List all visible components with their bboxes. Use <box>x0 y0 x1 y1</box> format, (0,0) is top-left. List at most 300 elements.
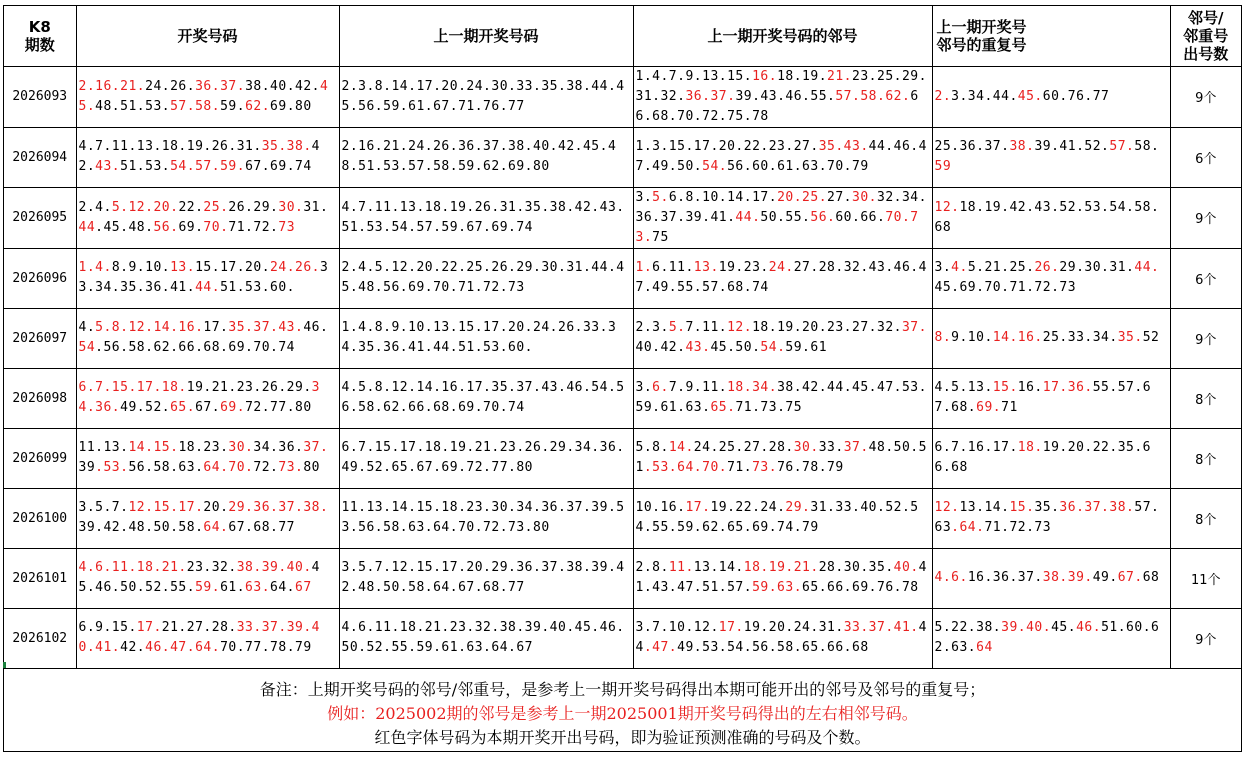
table-row <box>4 127 1241 187</box>
number-segment: 59.61 <box>785 340 828 355</box>
hit-number-segment: 69. <box>976 400 1002 415</box>
number-segment: 49.53.54.56.58.65.66.68 <box>677 640 869 655</box>
number-segment: 38.40.42. <box>245 78 321 94</box>
hit-count-cell: 6个 <box>1170 127 1241 187</box>
hit-number-segment: 34.36. <box>78 380 320 415</box>
issue-number-cell: 2026097 <box>4 308 76 368</box>
table-row <box>4 428 1241 488</box>
neighbor-numbers-cell <box>633 368 932 428</box>
number-segment: 9.10. <box>951 330 993 345</box>
number-segment: 6.9.15. <box>78 620 137 635</box>
number-segment: 50.55. <box>760 209 811 225</box>
number-segment: 71 <box>1001 400 1018 415</box>
number-segment: 27.28.32.43.46.47.49.55.57.68.74 <box>635 260 927 295</box>
number-segment: 2.3.8.14.17.20.24.30.33.35.38.44.45.56.59.61.67.71.76.77 <box>341 78 625 114</box>
number-segment: 4.5.8.12.14.16.17.35.37.43.46.54.56.58.62.66.68.69.70.74 <box>341 380 625 415</box>
number-segment: 35. <box>1034 500 1060 515</box>
header-issue <box>4 6 76 66</box>
hit-number-segment: 67 <box>295 580 312 595</box>
number-segment: 45. <box>1051 620 1077 635</box>
hit-number-segment: 14.15. <box>128 440 179 455</box>
neighbor-numbers-cell <box>633 488 932 548</box>
number-segment: 33. <box>818 440 844 455</box>
hit-number-segment: 44. <box>1134 260 1160 275</box>
hit-number-segment: 65. <box>710 400 736 415</box>
hit-number-segment: 38. <box>1009 139 1035 154</box>
hit-number-segment: 46.47.64. <box>145 640 221 655</box>
number-segment: 55.57.67.68. <box>934 380 1152 415</box>
hit-number-segment: 38.39. <box>1042 570 1093 585</box>
hit-number-segment: 18. <box>1017 440 1043 455</box>
hit-number-segment: 56. <box>153 219 179 235</box>
number-segment: 2.4.5.12.20.22.25.26.29.30.31.44.45.48.56.69.70.71.72.73 <box>341 260 625 295</box>
notes-panel <box>4 668 1241 752</box>
draw-numbers-cell <box>76 248 339 308</box>
hit-number-segment: 40. <box>893 560 919 575</box>
number-segment: 20. <box>203 500 229 515</box>
issue-number-cell: 2026095 <box>4 187 76 248</box>
number-segment: 67.69.74 <box>245 159 312 174</box>
hit-number-segment: 38.39.40. <box>236 560 312 575</box>
draw-numbers-cell <box>76 187 339 248</box>
number-segment: 39.42.48.50.58. <box>78 520 204 535</box>
hit-number-segment: 4.6.11.18.21. <box>78 560 187 575</box>
hit-number-segment: 73. <box>278 460 304 475</box>
number-segment: 65.66.69.76.78 <box>802 580 919 595</box>
hit-count-cell: 6个 <box>1170 248 1241 308</box>
hit-number-segment: 57.58.62. <box>835 88 911 104</box>
hit-number-segment: 36.37. <box>685 88 736 104</box>
hit-number-segment: 62. <box>245 98 271 114</box>
number-segment: 25.36.37. <box>934 139 1010 154</box>
number-segment: 60.66. <box>835 209 886 225</box>
issue-number-cell: 2026099 <box>4 428 76 488</box>
table-row <box>4 248 1241 308</box>
number-segment: 11.13. <box>78 440 129 455</box>
prev-numbers-cell <box>339 368 633 428</box>
hit-number-segment: 37. <box>901 320 927 335</box>
hit-number-segment: .64. <box>951 520 985 535</box>
neighbor-numbers-cell <box>633 548 932 608</box>
hit-number-segment: 2. <box>934 88 952 104</box>
number-segment: 10.16. <box>635 500 686 515</box>
number-segment: 22. <box>178 199 204 215</box>
number-segment: 41.43.47.51.57. <box>635 560 927 595</box>
table-row <box>4 187 1241 248</box>
number-segment: 23.25.29.31.32. <box>635 68 927 104</box>
header-repeats <box>932 6 1170 66</box>
hit-number-segment: 17. <box>685 500 711 515</box>
number-segment: 4. <box>78 320 96 335</box>
repeat-numbers-cell <box>932 428 1170 488</box>
prev-numbers-cell <box>339 428 633 488</box>
number-segment: 70.77.78.79 <box>220 640 312 655</box>
number-segment: 71.72.73 <box>984 520 1052 535</box>
table-row <box>4 66 1241 127</box>
hit-number-segment: 29.36.37.38. <box>228 500 329 515</box>
hit-number-segment: 59. <box>195 580 221 595</box>
number-segment: 67.68.77 <box>228 520 296 535</box>
draw-numbers-cell <box>76 488 339 548</box>
number-segment: 5.22.38. <box>934 620 1002 635</box>
hit-number-segment: 4. <box>951 260 968 275</box>
hit-number-segment: 54 <box>78 340 96 355</box>
hit-number-segment: 6. <box>652 380 669 395</box>
draw-numbers-cell <box>76 608 339 668</box>
number-segment: 49. <box>1092 570 1118 585</box>
issue-number-cell: 2026098 <box>4 368 76 428</box>
neighbor-numbers-cell <box>633 248 932 308</box>
hit-number-segment: 35.38. <box>261 139 312 154</box>
hit-number-segment: 13. <box>170 260 196 275</box>
number-segment: 44 <box>635 620 927 655</box>
number-segment: 51.53. <box>120 159 171 174</box>
number-segment: 39.43.46.55. <box>735 88 836 104</box>
number-segment: 69. <box>178 219 204 235</box>
number-segment: 66.68.70.72.75.78 <box>635 88 919 124</box>
number-segment: 4.6.11.18.21.23.32.38.39.40.45.46.50.52.55.59.61.63.64.67 <box>341 620 625 655</box>
number-segment: 31. <box>303 199 329 215</box>
number-segment: 51.53.60. <box>220 280 296 295</box>
number-segment: 24.25.27.28. <box>693 440 794 455</box>
number-segment: 4.5.13. <box>934 380 993 395</box>
hit-number-segment: 15. <box>992 380 1018 395</box>
number-segment: 45.50. <box>710 340 761 355</box>
note-line-1: 备注：上期开奖号码的邻号/邻重号，是参考上一期开奖号码得出本期可能开出的邻号及邻号的重复号； <box>259 680 986 699</box>
number-segment: 18.19.20.23.27.32. <box>752 320 902 335</box>
hit-number-segment: 70. <box>203 219 229 235</box>
hit-number-segment: 73. <box>752 460 778 475</box>
hit-number-segment: 64.70. <box>203 460 254 475</box>
number-segment: 13.14. <box>959 500 1010 515</box>
hit-count-cell: 8个 <box>1170 428 1241 488</box>
hit-number-segment: 17.36. <box>1042 380 1093 395</box>
hit-number-segment: 44. <box>195 280 221 295</box>
hit-number-segment: 63. <box>245 580 271 595</box>
number-segment: 7.11. <box>685 320 728 335</box>
hit-number-segment: 64. <box>203 520 229 535</box>
repeat-numbers-cell <box>932 548 1170 608</box>
hit-number-segment: 65. <box>170 400 196 415</box>
number-segment: 19.20.24.31. <box>743 620 844 635</box>
number-segment: 72.77.80 <box>245 400 312 415</box>
hit-number-segment: 24. <box>768 260 794 275</box>
draw-numbers-cell <box>76 428 339 488</box>
hit-number-segment: 30. <box>852 189 877 205</box>
number-segment: 3.5.7.12.15.17.20.29.36.37.38.39.42.48.50.58.64.67.68.77 <box>341 560 625 595</box>
hit-number-segment: 16. <box>752 68 778 84</box>
number-segment: 45.46.50.52.55. <box>78 560 320 595</box>
issue-number-cell: 2026100 <box>4 488 76 548</box>
number-segment: 72. <box>253 460 279 475</box>
number-segment: 32.34.36.37.39.41. <box>635 189 927 225</box>
number-segment: 3. <box>635 380 653 395</box>
number-segment: 34.36. <box>253 440 304 455</box>
number-segment: 6.8.10.14.17. <box>668 189 778 205</box>
number-segment: 76.78.79 <box>777 460 844 475</box>
hit-number-segment: 12. <box>934 500 960 515</box>
hit-number-segment: .47. <box>643 640 678 655</box>
table-row <box>4 368 1241 428</box>
number-segment: 58. <box>1134 139 1160 154</box>
sheet-corner-marker <box>3 662 6 668</box>
hit-number-segment: 44. <box>735 209 761 225</box>
hit-count-cell: 9个 <box>1170 187 1241 248</box>
header-count <box>1170 6 1241 66</box>
hit-number-segment: .53.64.70. <box>643 460 728 475</box>
hit-number-segment: 59 <box>934 159 952 174</box>
hit-number-segment: 44 <box>78 219 96 235</box>
hit-number-segment: 2.16.21. <box>78 78 146 94</box>
number-segment: 39 <box>78 460 96 475</box>
hit-number-segment: 54.57.59. <box>170 159 246 174</box>
hit-count-cell: 8个 <box>1170 368 1241 428</box>
hit-number-segment: 56. <box>810 209 836 225</box>
header-draw: 开奖号码 <box>76 6 339 66</box>
number-segment: 16. <box>1017 380 1043 395</box>
neighbor-numbers-cell <box>633 187 932 248</box>
neighbor-numbers-cell <box>633 308 932 368</box>
number-segment: 42. <box>120 640 146 655</box>
hit-number-segment: 12. <box>934 199 960 215</box>
hit-count-cell: 8个 <box>1170 488 1241 548</box>
repeat-numbers-cell <box>932 248 1170 308</box>
number-segment: 3.5.7. <box>78 500 129 515</box>
number-segment: 18. <box>178 440 204 455</box>
hit-number-segment: 43. <box>685 340 711 355</box>
prev-numbers-cell <box>339 248 633 308</box>
number-segment: 59. <box>220 98 246 114</box>
hit-number-segment: 35.43. <box>818 139 869 154</box>
number-segment: 2.4. <box>78 199 112 215</box>
hit-number-segment: 25. <box>203 199 229 215</box>
hit-number-segment: 14.16. <box>992 330 1043 345</box>
hit-number-segment: 30. <box>228 440 254 455</box>
hit-number-segment: 15. <box>1009 500 1035 515</box>
number-segment: 69.80 <box>270 98 312 114</box>
hit-number-segment: 39.40. <box>1001 620 1052 635</box>
hit-number-segment: 12. <box>727 320 753 335</box>
number-segment: 26.29. <box>228 199 279 215</box>
issue-number-cell: 2026102 <box>4 608 76 668</box>
number-segment: 19.21.23.26.29. <box>186 380 312 395</box>
hit-number-segment: 24.26. <box>270 260 321 275</box>
draw-numbers-cell <box>76 548 339 608</box>
neighbor-numbers-cell <box>633 428 932 488</box>
header-issue-line1: K8 <box>28 17 51 36</box>
number-segment: 19.20.22.35.66.68 <box>934 440 1152 475</box>
number-segment: 5.8. <box>635 440 669 455</box>
hit-number-segment: 45. <box>1017 88 1043 104</box>
hit-number-segment: 30. <box>793 440 819 455</box>
number-segment: 1.3.15.17.20.22.23.27. <box>635 139 819 154</box>
number-segment: 29.30.31. <box>1059 260 1135 275</box>
number-segment: 42. <box>78 139 320 174</box>
prev-numbers-cell <box>339 187 633 248</box>
number-segment: 16.36.37. <box>967 570 1043 585</box>
number-segment: 31.33.40.52.54.55.59.62.65.69.74.79 <box>635 500 919 535</box>
repeat-numbers-cell <box>932 608 1170 668</box>
lottery-table-sheet <box>3 5 1242 752</box>
neighbor-numbers-cell <box>633 608 932 668</box>
number-segment: 18.19. <box>777 68 828 84</box>
hit-number-segment: 5.8.12.14.16. <box>95 320 204 335</box>
hit-number-segment: 18.34. <box>727 380 778 395</box>
number-segment: 45.69.70.71.72.73 <box>934 280 1077 295</box>
number-segment: 8.9.10. <box>111 260 171 275</box>
hit-number-segment: 35.37.43. <box>228 320 304 335</box>
hit-number-segment: 13. <box>693 260 719 275</box>
hit-number-segment: 36.37. <box>195 78 246 94</box>
hit-number-segment: 43. <box>95 159 121 174</box>
hit-number-segment: 37. <box>843 440 869 455</box>
repeat-numbers-cell <box>932 488 1170 548</box>
number-segment: 44.46.47.49.50. <box>635 139 927 174</box>
number-segment: 6.7.15.17.18.19.21.23.26.29.34.36.49.52.65.67.69.72.77.80 <box>341 440 625 475</box>
lottery-table <box>4 6 1241 669</box>
number-segment: 21.27.28. <box>161 620 237 635</box>
repeat-numbers-cell <box>932 187 1170 248</box>
repeat-numbers-cell <box>932 66 1170 127</box>
number-segment: 64. <box>270 580 296 595</box>
hit-number-segment: 18.19.21. <box>743 560 819 575</box>
header-neighbors: 上一期开奖号码的邻号 <box>633 6 932 66</box>
number-segment: 3.34.44. <box>951 88 1018 104</box>
number-segment: 71.72. <box>228 219 279 235</box>
number-segment: 25.33.34. <box>1042 330 1118 345</box>
hit-number-segment: 33.37.39.40.41. <box>78 620 321 655</box>
header-row <box>4 6 1241 66</box>
number-segment: 57.63 <box>934 500 1160 535</box>
hit-number-segment: 30. <box>278 199 304 215</box>
header-prev-draw: 上一期开奖号码 <box>339 6 633 66</box>
header-count-line1: 邻号/ <box>1188 8 1224 27</box>
hit-number-segment: 36.37.38. <box>1059 500 1135 515</box>
hit-number-segment: 59.63. <box>752 580 803 595</box>
header-issue-line2: 期数 <box>24 35 55 54</box>
number-segment: 60.76.77 <box>1042 88 1110 104</box>
number-segment: 4.7.11.13.18.19.26.31. <box>78 139 262 154</box>
repeat-numbers-cell <box>932 308 1170 368</box>
number-segment: 3. <box>635 189 653 205</box>
number-segment: 23.32. <box>186 560 237 575</box>
prev-numbers-cell <box>339 127 633 187</box>
hit-count-cell: 9个 <box>1170 608 1241 668</box>
number-segment: 24.26. <box>145 78 196 94</box>
number-segment: 19.22.24. <box>710 500 786 515</box>
repeat-numbers-cell <box>932 368 1170 428</box>
note-line-2-example: 例如：2025002期的邻号是参考上一期2025001期开奖号码得出的左右相邻号码。 <box>327 704 918 723</box>
issue-number-cell: 2026094 <box>4 127 76 187</box>
hit-number-segment: 57.58. <box>170 98 221 114</box>
hit-number-segment: 6.7.15.17.18. <box>78 380 187 395</box>
number-segment: 71. <box>727 460 753 475</box>
hit-number-segment: 33.37.41. <box>843 620 919 635</box>
draw-numbers-cell <box>76 127 339 187</box>
header-count-line3: 出号数 <box>1183 44 1229 63</box>
repeat-numbers-cell <box>932 127 1170 187</box>
hit-number-segment: 57. <box>1109 139 1135 154</box>
number-segment: 1.4.7.9.13.15. <box>635 68 753 84</box>
hit-number-segment: 69. <box>220 400 246 415</box>
number-segment: 56.58.63. <box>128 460 204 475</box>
hit-number-segment: 20.25. <box>777 189 828 205</box>
number-segment: .56.58.62.66.68.69.70.74 <box>95 340 295 355</box>
number-segment: 71.73.75 <box>735 400 803 415</box>
hit-number-segment: 14. <box>668 440 694 455</box>
hit-number-segment: 12.15.17. <box>128 500 204 515</box>
number-segment: 23. <box>203 440 229 455</box>
number-segment: 61. <box>220 580 246 595</box>
hit-number-segment: 64 <box>976 640 993 655</box>
prev-numbers-cell <box>339 608 633 668</box>
number-segment: 1.4.8.9.10.13.15.17.20.24.26.33.34.35.36.41.44.51.53.60. <box>341 320 617 355</box>
number-segment: 51.60.62.63. <box>934 620 1160 655</box>
draw-numbers-cell <box>76 368 339 428</box>
number-segment: 2.16.21.24.26.36.37.38.40.42.45.48.51.53.57.58.59.62.69.80 <box>341 139 617 174</box>
number-segment: 3.7.10.12. <box>635 620 719 635</box>
number-segment: 6.7.16.17. <box>934 440 1018 455</box>
header-repeats-line1: 上一期开奖号 <box>936 17 1027 36</box>
hit-number-segment: 37. <box>303 440 329 455</box>
number-segment: 48.50.51 <box>635 440 927 475</box>
issue-number-cell: 2026096 <box>4 248 76 308</box>
number-segment: 2.3. <box>635 320 669 335</box>
number-segment: .45.48. <box>95 219 154 235</box>
number-segment: 75 <box>652 229 669 245</box>
hit-count-cell: 9个 <box>1170 308 1241 368</box>
hit-number-segment: 11. <box>668 560 694 575</box>
hit-number-segment: 5.12.20. <box>111 199 179 215</box>
note-line-3: 红色字体号码为本期开奖开出号码，即为验证预测准确的号码及个数。 <box>374 728 871 747</box>
number-segment: 67. <box>195 400 221 415</box>
hit-number-segment: 5. <box>652 189 669 205</box>
draw-numbers-cell <box>76 308 339 368</box>
hit-number-segment: 73 <box>278 219 296 235</box>
number-segment: 19.23. <box>718 260 769 275</box>
hit-number-segment: 5. <box>668 320 686 335</box>
number-segment: 56.60.61.63.70.79 <box>727 159 869 174</box>
hit-number-segment: 8. <box>934 330 952 345</box>
number-segment: 4.7.11.13.18.19.26.31.35.38.42.43.51.53.54.57.59.67.69.74 <box>341 199 625 235</box>
hit-number-segment: 46. <box>1076 620 1102 635</box>
number-segment: 6.11. <box>652 260 694 275</box>
hit-number-segment: 4.6. <box>934 570 968 585</box>
table-body <box>4 66 1241 668</box>
table-row <box>4 548 1241 608</box>
prev-numbers-cell <box>339 488 633 548</box>
neighbor-numbers-cell <box>633 127 932 187</box>
number-segment: 28.30.35. <box>818 560 894 575</box>
number-segment: 3. <box>934 260 952 275</box>
hit-number-segment: 21. <box>827 68 853 84</box>
hit-number-segment: 1. <box>635 260 653 275</box>
number-segment: 39.41.52. <box>1034 139 1110 154</box>
prev-numbers-cell <box>339 308 633 368</box>
number-segment: 68 <box>1142 570 1160 585</box>
hit-number-segment: 70.73. <box>635 209 919 245</box>
hit-number-segment: 67. <box>1117 570 1143 585</box>
issue-number-cell: 2026093 <box>4 66 76 127</box>
draw-numbers-cell <box>76 66 339 127</box>
number-segment: 2.8. <box>635 560 669 575</box>
hit-number-segment: .53. <box>95 460 129 475</box>
hit-number-segment: 17. <box>718 620 744 635</box>
hit-number-segment: 35. <box>1117 330 1143 345</box>
number-segment: 15.17.20. <box>195 260 271 275</box>
number-segment: 49.52. <box>120 400 171 415</box>
prev-numbers-cell <box>339 66 633 127</box>
